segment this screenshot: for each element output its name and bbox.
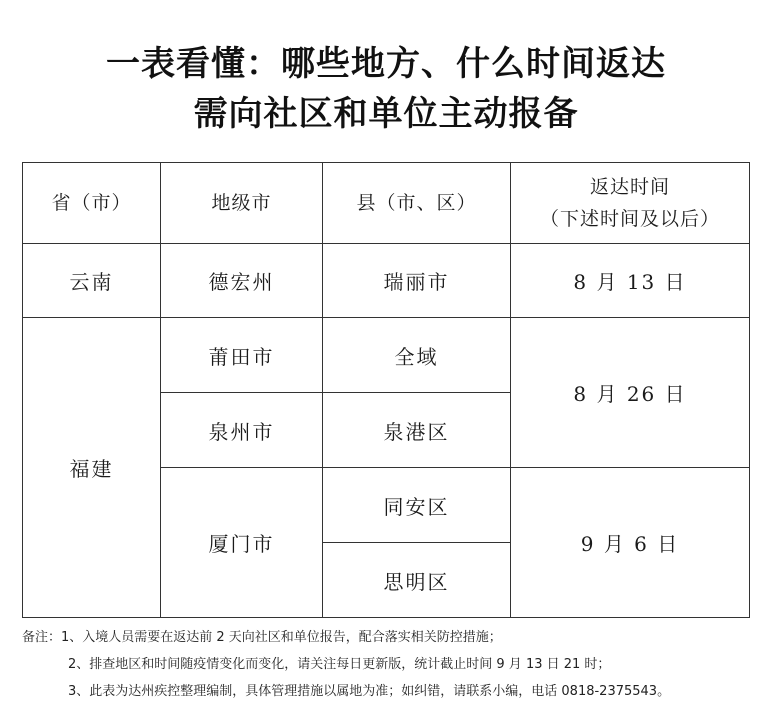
cell-city-quanzhou: 泉州市 (161, 393, 323, 468)
header-return-date-line-2: （下述时间及以后） (539, 208, 720, 230)
cell-county-tongan: 同安区 (323, 468, 511, 543)
report-table (22, 162, 750, 618)
cell-county-ruili: 瑞丽市 (323, 244, 511, 318)
header-city: 地级市 (161, 163, 323, 244)
page-title-line-1: 一表看懂：哪些地方、什么时间返达 (106, 44, 666, 84)
header-return-date-line-1: 返达时间 (589, 175, 670, 198)
note-line-3: 3、此表为达州疾控整理编制，具体管理措施以属地为准；如纠错，请联系小编，电话 0818-2375543。 (68, 684, 671, 699)
cell-county-siming: 思明区 (323, 543, 511, 618)
cell-county-quanyu: 全域 (323, 318, 511, 393)
cell-city-putian: 莆田市 (161, 318, 323, 393)
header-province: 省（市） (23, 163, 161, 244)
cell-city-xiamen: 厦门市 (161, 468, 323, 618)
cell-date-yunnan: 8 月 13 日 (511, 244, 750, 318)
note-line-1: 备注：1、入境人员需要在返达前 2 天向社区和单位报告，配合落实相关防控措施； (22, 630, 502, 645)
header-county: 县（市、区） (323, 163, 511, 244)
cell-date-group-1: 8 月 26 日 (511, 318, 750, 468)
page-title-line-2: 需向社区和单位主动报备 (193, 94, 579, 134)
cell-city-dehong: 德宏州 (161, 244, 323, 318)
header-return-date (511, 163, 750, 244)
cell-county-quangang: 泉港区 (323, 393, 511, 468)
cell-province-fujian: 福建 (23, 318, 161, 618)
cell-date-group-2: 9 月 6 日 (511, 468, 750, 618)
table-row-yunnan (23, 244, 750, 318)
note-line-2: 2、排查地区和时间随疫情变化而变化，请关注每日更新版，统计截止时间 9 月 13 日 21 时； (68, 657, 611, 672)
cell-province-yunnan: 云南 (23, 244, 161, 318)
table-row-putian (23, 318, 750, 393)
table-header-row (23, 163, 750, 244)
notes-section (22, 624, 762, 705)
